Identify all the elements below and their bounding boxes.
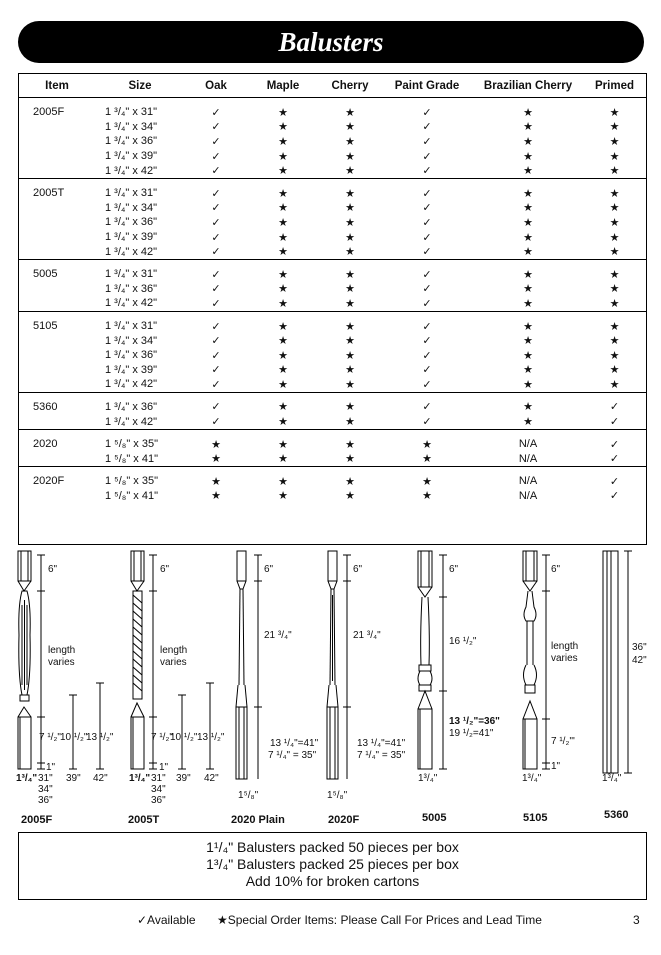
packing-note-line-3: Add 10% for broken cartons: [245, 873, 420, 889]
cell-brazilian-cherry: ★: [523, 106, 533, 119]
cell-item: 2005T: [33, 187, 65, 200]
cell-brazilian-cherry: ★: [523, 187, 533, 200]
label-2005t-length-1: length: [160, 645, 188, 656]
label-2020f-21-3-4: 21 ³/₄": [353, 630, 381, 641]
table-row: [19, 296, 646, 311]
label-2005t-1: 1": [159, 762, 169, 773]
cell-cherry: ★: [345, 150, 355, 163]
cell-paint-grade: ✓: [422, 349, 432, 362]
label-2005t-39: 39": [176, 773, 191, 784]
packing-note-line-2: 1³/₄" Balusters packed 25 pieces per box: [206, 856, 459, 872]
cell-maple: ★: [278, 150, 288, 163]
packing-note-line-1: 1¹/₄" Balusters packed 50 pieces per box: [206, 839, 459, 855]
label-2020f-eq-35: 7 ¹/₄" = 35": [357, 750, 406, 761]
table-row: [19, 333, 646, 348]
baluster-table: [18, 73, 647, 545]
cell-maple: ★: [278, 475, 288, 488]
label-5005-width: 1³/₄": [418, 773, 438, 784]
label-2005f-39: 39": [66, 773, 81, 784]
cell-primed: ★: [609, 349, 620, 362]
cell-size: 1 ⁵/₈" x 35": [105, 438, 159, 451]
cell-maple: ★: [278, 349, 288, 362]
label-2020-top: 6": [264, 564, 274, 575]
cell-maple: ★: [278, 135, 288, 148]
cell-brazilian-cherry: ★: [523, 297, 533, 310]
cell-brazilian-cherry: ★: [523, 283, 533, 296]
cell-primed: ★: [609, 283, 620, 296]
cell-item: 5005: [33, 268, 58, 281]
cell-primed: ✓: [609, 453, 620, 466]
cell-size: 1 ³/₄" x 34": [105, 201, 158, 214]
cell-size: 1 ³/₄" x 42": [105, 378, 158, 391]
cell-oak: ✓: [211, 106, 221, 119]
item-group-2020: [19, 429, 646, 466]
caption-5360: 5360: [604, 809, 629, 821]
cell-primed: ★: [609, 135, 620, 148]
cell-paint-grade: ✓: [422, 106, 432, 119]
label-5105-top: 6": [551, 564, 561, 575]
cell-maple: ★: [278, 202, 288, 215]
cell-brazilian-cherry: ★: [523, 216, 533, 229]
cell-cherry: ★: [345, 216, 355, 229]
cell-brazilian-cherry: ★: [523, 135, 533, 148]
baluster-5105-drawing: [523, 551, 550, 769]
caption-2020-plain: 2020 Plain: [231, 814, 285, 826]
cell-size: 1 ³/₄" x 36": [105, 282, 158, 295]
cell-cherry: ★: [345, 283, 355, 296]
cell-brazilian-cherry: ★: [523, 378, 533, 391]
cell-brazilian-cherry: N/A: [518, 475, 538, 488]
cell-oak: ✓: [211, 150, 221, 163]
table-row: [19, 230, 646, 245]
col-maple: Maple: [266, 79, 300, 92]
cell-paint-grade: ✓: [422, 320, 432, 333]
caption-2005f: 2005F: [21, 814, 53, 826]
cell-cherry: ★: [345, 349, 355, 362]
cell-item: 5360: [33, 400, 58, 413]
cell-oak: ✓: [211, 320, 221, 333]
table-row: [19, 215, 646, 230]
cell-size: 1 ³/₄" x 42": [105, 245, 158, 258]
cell-oak: ✓: [211, 268, 221, 281]
col-oak: Oak: [205, 79, 227, 92]
page-title-banner: [18, 21, 644, 63]
cell-oak: ✓: [211, 401, 221, 414]
cell-primed: ✓: [609, 401, 620, 414]
cell-size: 1 ³/₄" x 31": [105, 268, 158, 281]
cell-cherry: ★: [345, 438, 355, 451]
table-row: [19, 363, 646, 378]
cell-oak: ✓: [211, 216, 221, 229]
cell-cherry: ★: [345, 187, 355, 200]
cell-cherry: ★: [345, 378, 355, 391]
cell-oak: ★: [211, 475, 221, 488]
label-2020-width: 1⁵/₈": [238, 790, 259, 801]
label-2005t-42: 42": [204, 773, 219, 784]
cell-maple: ★: [278, 231, 288, 244]
label-2020-eq-41: 13 ¹/₄"=41": [270, 738, 319, 749]
baluster-5360-drawing: [603, 551, 632, 773]
table-row: [19, 319, 646, 334]
cell-oak: ✓: [211, 335, 221, 348]
label-5005-eq-41: 19 ¹/₂=41": [449, 728, 494, 739]
label-5360-42: 42": [632, 655, 647, 666]
cell-paint-grade: ★: [422, 453, 432, 466]
legend-available: ✓Available: [137, 913, 196, 927]
label-2020f-width: 1⁵/₈": [327, 790, 348, 801]
cell-brazilian-cherry: N/A: [518, 489, 538, 502]
cell-oak: ✓: [211, 121, 221, 134]
cell-paint-grade: ✓: [422, 150, 432, 163]
cell-cherry: ★: [345, 202, 355, 215]
label-5005-top: 6": [449, 564, 459, 575]
label-5105-7-1-2: 7 ¹/₂'": [551, 736, 575, 747]
label-2005t-7-1-2: 7 ¹/₂": [151, 732, 173, 743]
cell-maple: ★: [278, 121, 288, 134]
cell-primed: ✓: [609, 475, 620, 488]
legend-special-order: ★Special Order Items: Please Call For Prices and Lead Time: [217, 913, 542, 927]
item-group-5360: [19, 392, 646, 429]
cell-primed: ★: [609, 246, 620, 259]
cell-oak: ✓: [211, 349, 221, 362]
table-row: [19, 267, 646, 282]
table-row: [19, 474, 646, 489]
cell-brazilian-cherry: ★: [523, 121, 533, 134]
baluster-2020f-drawing: [327, 551, 351, 779]
cell-cherry: ★: [345, 416, 355, 429]
item-group-5005: [19, 259, 646, 311]
label-2020f-top: 6": [353, 564, 363, 575]
cell-cherry: ★: [345, 364, 355, 377]
label-2020-21-3-4: 21 ³/₄": [264, 630, 292, 641]
cell-cherry: ★: [345, 165, 355, 178]
cell-primed: ✓: [609, 438, 620, 451]
cell-paint-grade: ✓: [422, 231, 432, 244]
label-2020f-eq-41: 13 ¹/₄"=41": [357, 738, 406, 749]
cell-paint-grade: ✓: [422, 378, 432, 391]
cell-cherry: ★: [345, 135, 355, 148]
cell-cherry: ★: [345, 453, 355, 466]
cell-size: 1 ³/₄" x 36": [105, 135, 158, 148]
cell-oak: ✓: [211, 378, 221, 391]
cell-size: 1 ³/₄" x 34": [105, 334, 158, 347]
cell-paint-grade: ✓: [422, 246, 432, 259]
cell-oak: ✓: [211, 297, 221, 310]
label-2005t-10-1-2: 10 ¹/₂": [170, 732, 198, 743]
table-row: [19, 134, 646, 149]
cell-oak: ✓: [211, 165, 221, 178]
table-row: [19, 105, 646, 120]
label-2005f-13-1-2: 13 ¹/₂": [86, 732, 114, 743]
label-5005-16-1-2: 16 ¹/₂": [449, 636, 477, 647]
cell-primed: ★: [609, 165, 620, 178]
item-group-2005t: [19, 178, 646, 259]
cell-paint-grade: ✓: [422, 135, 432, 148]
label-5360-width: 1³/₄": [602, 773, 622, 784]
cell-paint-grade: ★: [422, 475, 432, 488]
cell-paint-grade: ✓: [422, 297, 432, 310]
col-brazilian-cherry: Brazilian Cherry: [483, 79, 573, 92]
table-row: [19, 414, 646, 429]
cell-brazilian-cherry: ★: [523, 335, 533, 348]
baluster-2020-plain-drawing: [236, 551, 262, 779]
cell-primed: ★: [609, 268, 620, 281]
col-item: Item: [45, 79, 69, 92]
label-5105-length-1: length: [551, 641, 579, 652]
label-2005f-10-1-2: 10 ¹/₂": [60, 732, 88, 743]
cell-oak: ✓: [211, 364, 221, 377]
cell-maple: ★: [278, 297, 288, 310]
col-paint-grade: Paint Grade: [394, 79, 460, 92]
cell-maple: ★: [278, 165, 288, 178]
label-2005f-len-31: 31": [38, 773, 53, 784]
label-2005t-13-1-2: 13 ¹/₂": [197, 732, 225, 743]
cell-size: 1 ³/₄" x 39": [105, 363, 158, 376]
label-2005t-top: 6": [160, 564, 170, 575]
cell-oak: ★: [211, 453, 221, 466]
cell-size: 1 ⁵/₈" x 41": [105, 489, 159, 502]
cell-brazilian-cherry: ★: [523, 268, 533, 281]
cell-brazilian-cherry: ★: [523, 320, 533, 333]
caption-2005t: 2005T: [128, 814, 160, 826]
cell-brazilian-cherry: ★: [523, 349, 533, 362]
cell-primed: ★: [609, 216, 620, 229]
cell-maple: ★: [278, 320, 288, 333]
cell-paint-grade: ✓: [422, 416, 432, 429]
cell-size: 1 ³/₄" x 31": [105, 320, 158, 333]
cell-size: 1 ³/₄" x 39": [105, 231, 158, 244]
cell-paint-grade: ✓: [422, 268, 432, 281]
cell-primed: ★: [609, 364, 620, 377]
cell-maple: ★: [278, 364, 288, 377]
cell-item: 2020F: [33, 475, 65, 488]
cell-cherry: ★: [345, 246, 355, 259]
cell-oak: ✓: [211, 231, 221, 244]
caption-5105: 5105: [523, 812, 548, 824]
table-body: [19, 97, 646, 503]
cell-brazilian-cherry: ★: [523, 416, 533, 429]
cell-maple: ★: [278, 438, 288, 451]
cell-cherry: ★: [345, 401, 355, 414]
cell-size: 1 ³/₄" x 39": [105, 150, 158, 163]
label-2005t-width: 1³/₄": [129, 773, 151, 784]
label-2005f-width: 1³/₄": [16, 773, 38, 784]
label-5005-eq-36: 13 ¹/₂"=36": [449, 716, 500, 727]
table-row: [19, 437, 646, 452]
cell-maple: ★: [278, 268, 288, 281]
cell-cherry: ★: [345, 121, 355, 134]
cell-primed: ★: [609, 335, 620, 348]
cell-brazilian-cherry: N/A: [518, 452, 538, 465]
label-2005f-top: 6": [48, 564, 58, 575]
cell-cherry: ★: [345, 475, 355, 488]
cell-oak: ★: [211, 490, 221, 503]
label-5105-length-2: varies: [551, 653, 578, 664]
cell-brazilian-cherry: N/A: [518, 438, 538, 451]
cell-brazilian-cherry: ★: [523, 401, 533, 414]
cell-cherry: ★: [345, 297, 355, 310]
baluster-drawings: [0, 545, 661, 830]
cell-paint-grade: ✓: [422, 283, 432, 296]
cell-maple: ★: [278, 187, 288, 200]
table-row: [19, 244, 646, 259]
col-size: Size: [128, 79, 152, 92]
cell-primed: ★: [609, 106, 620, 119]
cell-oak: ✓: [211, 187, 221, 200]
cell-oak: ✓: [211, 283, 221, 296]
cell-maple: ★: [278, 216, 288, 229]
cell-primed: ★: [609, 202, 620, 215]
label-2005t-len-31: 31": [151, 773, 166, 784]
cell-item: 5105: [33, 320, 58, 333]
label-5105-width: 1³/₄": [522, 773, 542, 784]
label-2020-eq-35: 7 ¹/₄" = 35": [268, 750, 317, 761]
label-5105-1: 1": [551, 761, 561, 772]
cell-cherry: ★: [345, 231, 355, 244]
cell-oak: ✓: [211, 135, 221, 148]
caption-2020f: 2020F: [328, 814, 360, 826]
table-row: [19, 120, 646, 135]
cell-oak: ★: [211, 438, 221, 451]
cell-paint-grade: ✓: [422, 202, 432, 215]
cell-maple: ★: [278, 283, 288, 296]
cell-maple: ★: [278, 401, 288, 414]
cell-size: 1 ³/₄" x 34": [105, 120, 158, 133]
label-2005f-1: 1": [46, 762, 56, 773]
cell-primed: ★: [609, 121, 620, 134]
caption-5005: 5005: [422, 812, 447, 824]
table-row: [19, 377, 646, 392]
baluster-5005-drawing: [418, 551, 447, 769]
cell-oak: ✓: [211, 202, 221, 215]
table-row: [19, 163, 646, 178]
cell-paint-grade: ✓: [422, 401, 432, 414]
table-row: [19, 451, 646, 466]
item-group-2005f: [19, 97, 646, 178]
label-2005f-length-2: varies: [48, 657, 75, 668]
page-title: Balusters: [278, 26, 384, 57]
col-primed: Primed: [595, 79, 634, 92]
cell-size: 1 ³/₄" x 31": [105, 187, 158, 200]
cell-primed: ★: [609, 231, 620, 244]
page-number: 3: [633, 913, 640, 927]
cell-size: 1 ³/₄" x 36": [105, 216, 158, 229]
cell-item: 2020: [33, 438, 58, 451]
cell-maple: ★: [278, 378, 288, 391]
cell-cherry: ★: [345, 106, 355, 119]
table-row: [19, 348, 646, 363]
cell-maple: ★: [278, 246, 288, 259]
label-2005f-len-34: 34": [38, 784, 53, 795]
cell-size: 1 ³/₄" x 42": [105, 415, 158, 428]
cell-primed: ★: [609, 297, 620, 310]
cell-brazilian-cherry: ★: [523, 202, 533, 215]
label-2005t-len-34: 34": [151, 784, 166, 795]
cell-brazilian-cherry: ★: [523, 165, 533, 178]
cell-primed: ✓: [609, 416, 620, 429]
cell-cherry: ★: [345, 490, 355, 503]
cell-paint-grade: ✓: [422, 121, 432, 134]
cell-primed: ★: [609, 320, 620, 333]
cell-brazilian-cherry: ★: [523, 364, 533, 377]
cell-maple: ★: [278, 106, 288, 119]
cell-primed: ★: [609, 187, 620, 200]
packing-note-box: [18, 832, 647, 900]
cell-maple: ★: [278, 335, 288, 348]
label-2005f-length-1: length: [48, 645, 76, 656]
item-group-2020f: [19, 466, 646, 503]
cell-cherry: ★: [345, 335, 355, 348]
cell-size: 1 ³/₄" x 31": [105, 106, 158, 119]
cell-brazilian-cherry: ★: [523, 150, 533, 163]
cell-item: 2005F: [33, 106, 65, 119]
cell-size: 1 ⁵/₈" x 41": [105, 452, 159, 465]
table-row: [19, 282, 646, 297]
cell-brazilian-cherry: ★: [523, 246, 533, 259]
cell-primed: ✓: [609, 490, 620, 503]
cell-maple: ★: [278, 416, 288, 429]
cell-size: 1 ⁵/₈" x 35": [105, 475, 159, 488]
table-row: [19, 149, 646, 164]
item-group-5105: [19, 311, 646, 392]
cell-maple: ★: [278, 490, 288, 503]
table-row: [19, 186, 646, 201]
label-2005f-7-1-2: 7 ¹/₂": [39, 732, 61, 743]
label-5360-36: 36": [632, 642, 647, 653]
cell-size: 1 ³/₄" x 42": [105, 297, 158, 310]
label-2005t-len-36: 36": [151, 795, 166, 806]
cell-cherry: ★: [345, 320, 355, 333]
baluster-illustrations: [0, 545, 661, 830]
cell-paint-grade: ✓: [422, 187, 432, 200]
cell-primed: ★: [609, 150, 620, 163]
table-row: [19, 201, 646, 216]
table-row: [19, 489, 646, 504]
label-2005t-length-2: varies: [160, 657, 187, 668]
table-header: [19, 74, 646, 97]
cell-paint-grade: ✓: [422, 364, 432, 377]
label-2005f-len-36: 36": [38, 795, 53, 806]
cell-paint-grade: ★: [422, 438, 432, 451]
cell-cherry: ★: [345, 268, 355, 281]
table-row: [19, 400, 646, 415]
label-2005f-42: 42": [93, 773, 108, 784]
cell-size: 1 ³/₄" x 36": [105, 400, 158, 413]
cell-size: 1 ³/₄" x 42": [105, 164, 158, 177]
cell-paint-grade: ✓: [422, 216, 432, 229]
cell-size: 1 ³/₄" x 36": [105, 349, 158, 362]
cell-paint-grade: ✓: [422, 335, 432, 348]
cell-oak: ✓: [211, 246, 221, 259]
cell-paint-grade: ✓: [422, 165, 432, 178]
col-cherry: Cherry: [331, 79, 369, 92]
cell-paint-grade: ★: [422, 490, 432, 503]
cell-maple: ★: [278, 453, 288, 466]
cell-oak: ✓: [211, 416, 221, 429]
cell-brazilian-cherry: ★: [523, 231, 533, 244]
cell-primed: ★: [609, 378, 620, 391]
